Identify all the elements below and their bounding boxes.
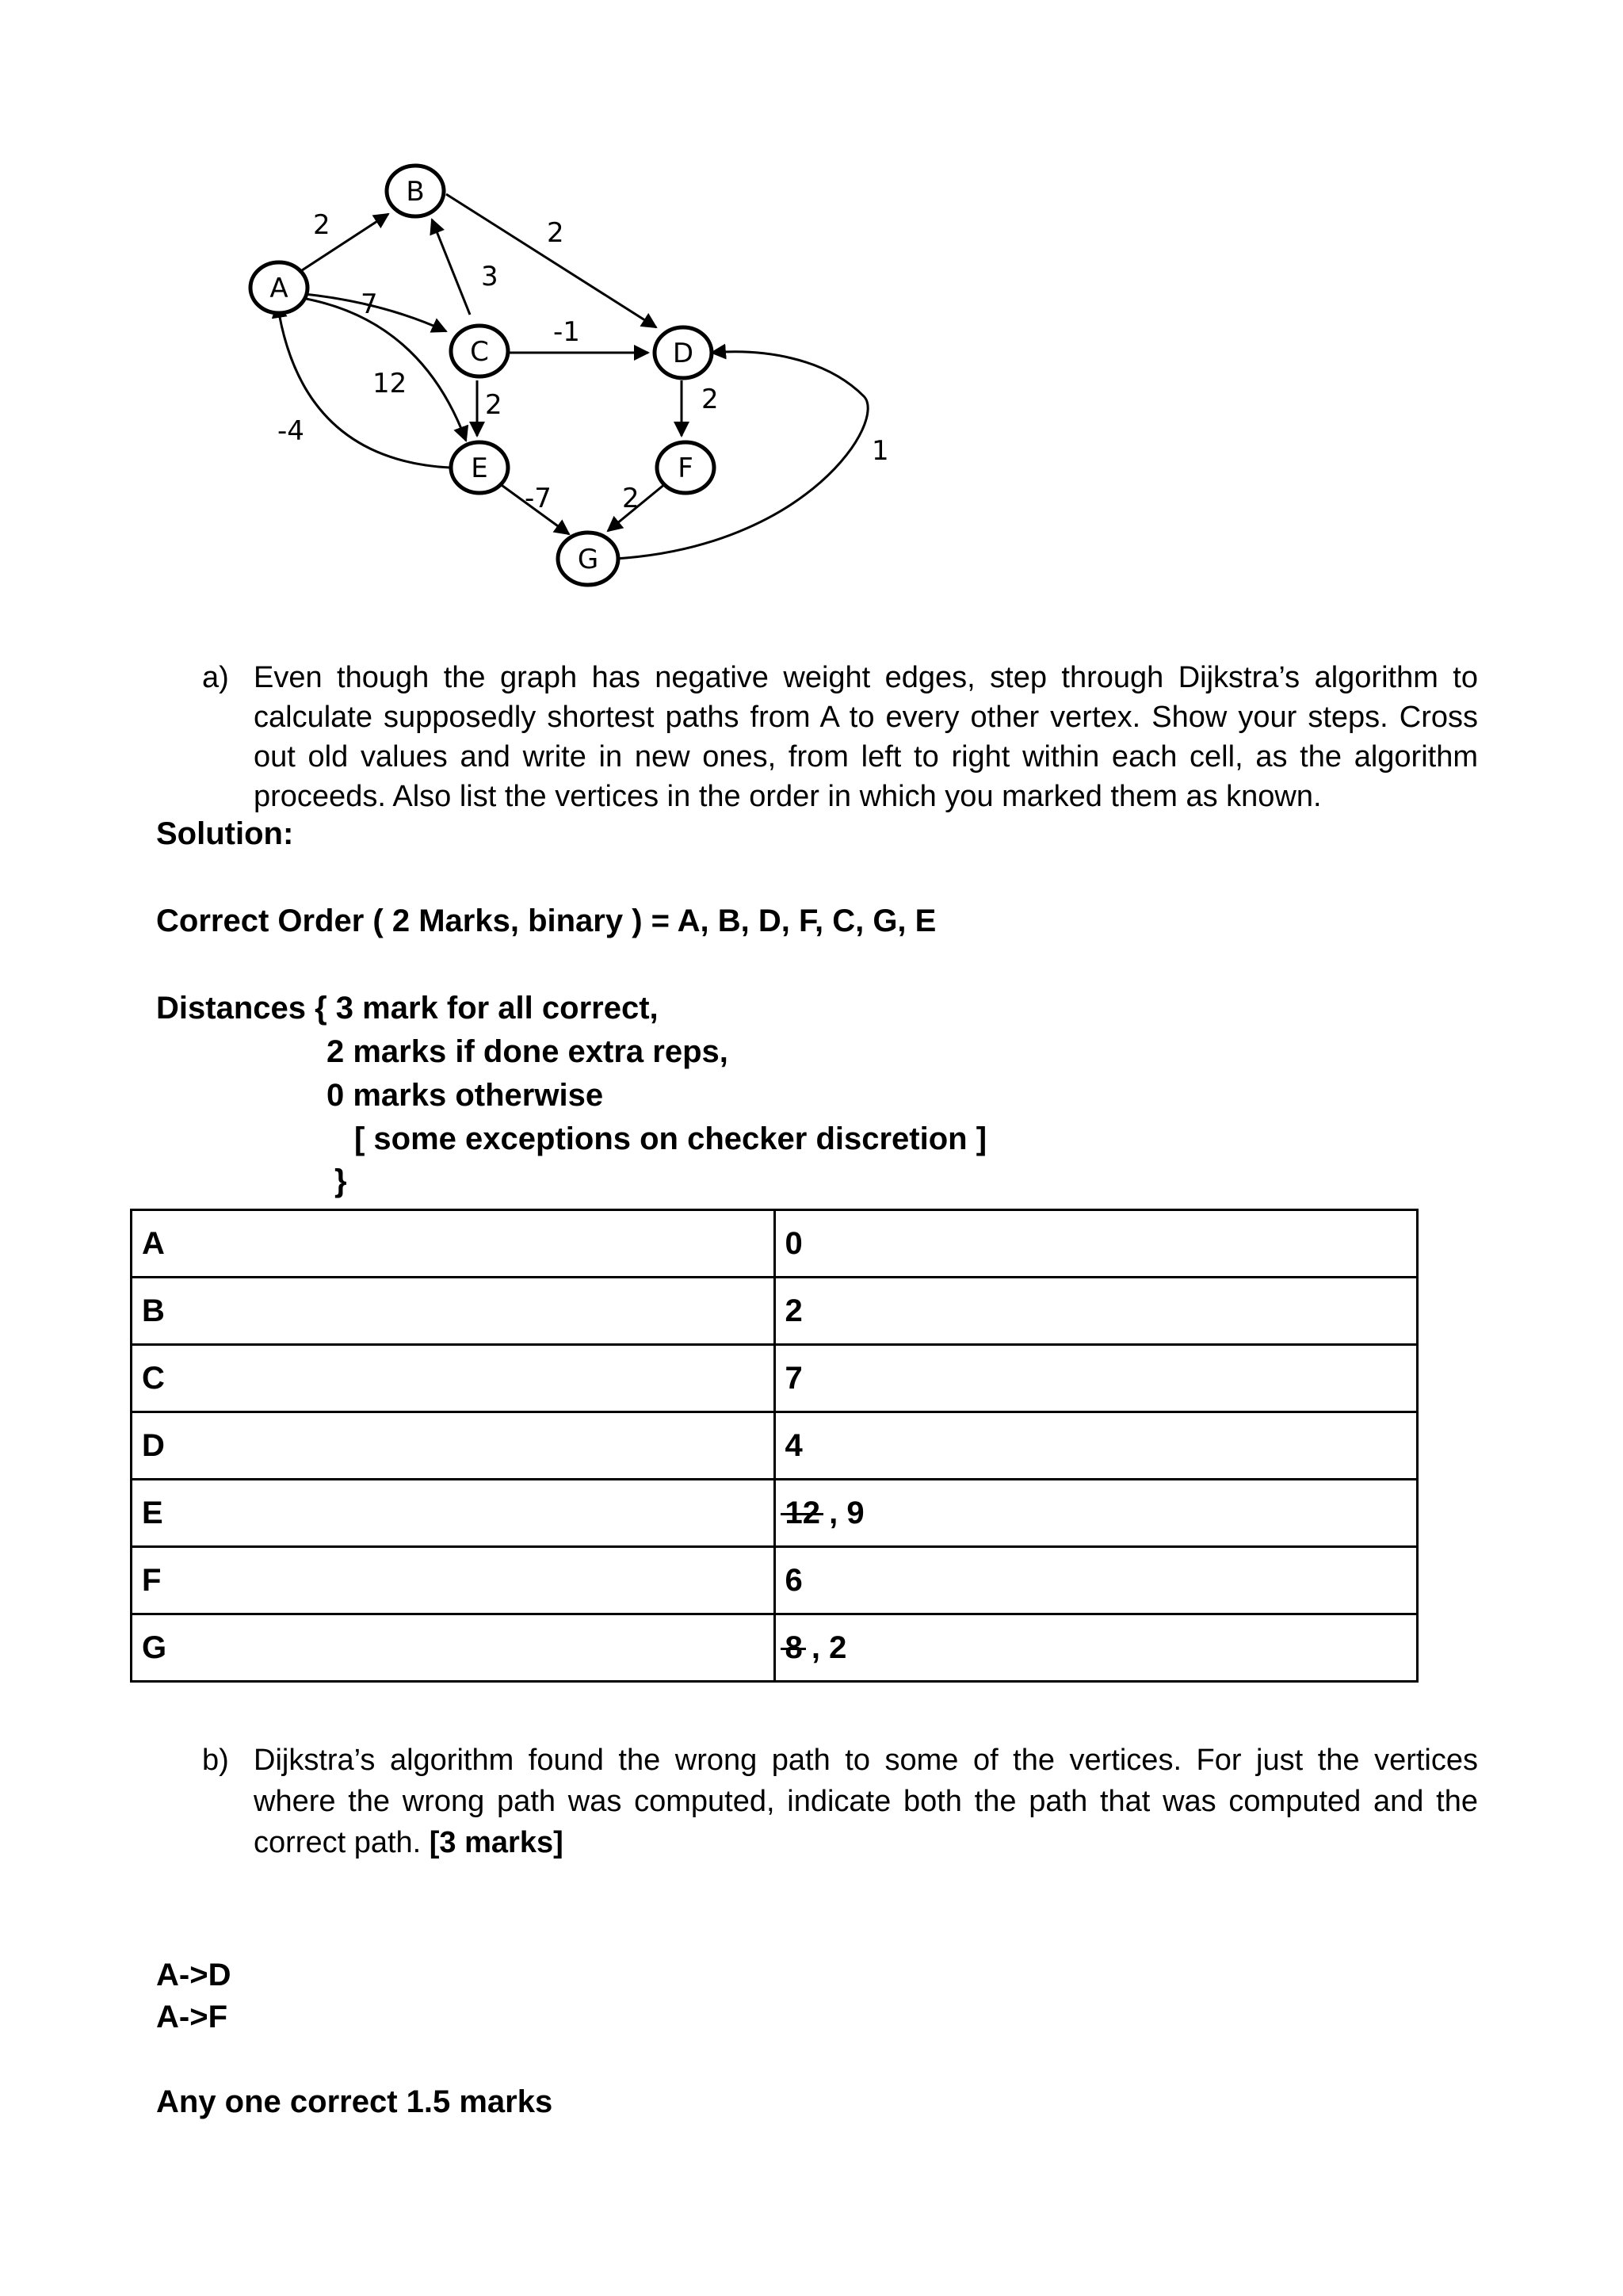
edge-a-b (297, 214, 388, 273)
table-row (132, 1210, 1418, 1278)
question-a (202, 658, 1478, 816)
question-b-text: Dijkstra’s algorithm found the wrong path to some of the vertices. For just the vertices where the wrong path was computed, indicate both the path that was computed and the correct path. (254, 1744, 1478, 1859)
distances-rubric-line: } (334, 1163, 347, 1198)
correct-order: Correct Order ( 2 Marks, binary ) = A, B, D, F, C, G, E (156, 904, 937, 938)
distance-cell: 12 , 9 (774, 1480, 1418, 1547)
edge-weight-label: 2 (313, 209, 330, 241)
node-label: B (406, 176, 425, 208)
vertex-cell: D (132, 1412, 775, 1480)
question-b-marks: [3 marks] (429, 1826, 563, 1859)
node-label: D (672, 338, 694, 369)
node-label: C (470, 336, 489, 368)
distance-cell: 8 , 2 (774, 1614, 1418, 1682)
distance-value: 6 (785, 1562, 803, 1598)
table-row (132, 1278, 1418, 1345)
vertex-cell: C (132, 1345, 775, 1412)
distance-value: 4 (785, 1427, 803, 1463)
node-e (451, 442, 508, 493)
answer-line: A->D (156, 1958, 231, 1992)
vertex-cell: E (132, 1480, 775, 1547)
distance-cell (774, 1412, 1418, 1480)
edge-b-d (446, 194, 656, 327)
table-row (132, 1480, 1418, 1547)
node-label: E (471, 453, 488, 484)
distance-cell (774, 1345, 1418, 1412)
table-row (132, 1345, 1418, 1412)
edge-weight-label: 2 (701, 384, 719, 415)
edge-weight-label: 2 (547, 217, 564, 249)
distance-cell (774, 1210, 1418, 1278)
distances-table (130, 1209, 1419, 1683)
distances-rubric-line: 0 marks otherwise (327, 1078, 604, 1113)
distance-cell (774, 1278, 1418, 1345)
edge-weight-label: 1 (872, 435, 889, 467)
node-c (451, 326, 508, 376)
question-b-label: b) (202, 1744, 229, 1777)
distance-value: 2 (785, 1293, 803, 1328)
distances-rubric-line: Distances { 3 mark for all correct, (156, 991, 659, 1026)
distance-value: 7 (785, 1360, 803, 1396)
distances-rubric-line: [ some exceptions on checker discretion ] (354, 1121, 987, 1156)
distance-value: 9 (846, 1495, 865, 1530)
edge-weight-label: -7 (525, 483, 552, 514)
edge-weight-label: 2 (622, 483, 640, 514)
node-d (655, 327, 712, 378)
question-a-label: a) (202, 661, 229, 694)
edge-g-d (615, 352, 868, 559)
question-b-body (254, 1740, 1478, 1863)
edge-weight-label: -1 (553, 316, 580, 348)
distances-rubric-line: 2 marks if done extra reps, (327, 1034, 728, 1069)
graph-figure (238, 159, 951, 602)
edge-weight-label: 12 (372, 368, 407, 399)
vertex-cell: G (132, 1614, 775, 1682)
node-a (250, 262, 307, 313)
edge-weight-label: -4 (277, 415, 304, 447)
vertex-cell: B (132, 1278, 775, 1345)
crossed-out-value: 12 (785, 1495, 820, 1530)
distance-value: 0 (785, 1225, 803, 1261)
question-b (202, 1740, 1478, 1863)
table-row (132, 1412, 1418, 1480)
edge-weight-label: 7 (361, 288, 378, 320)
marks-note: Any one correct 1.5 marks (156, 2084, 553, 2119)
table-row (132, 1547, 1418, 1614)
node-b (387, 166, 444, 216)
vertex-cell: A (132, 1210, 775, 1278)
node-label: A (269, 273, 288, 304)
node-label: G (577, 544, 599, 575)
node-f (657, 442, 714, 493)
solution-heading: Solution: (156, 816, 294, 851)
edge-weight-label: 2 (485, 389, 502, 421)
node-g (558, 533, 618, 585)
vertex-cell: F (132, 1547, 775, 1614)
distance-cell (774, 1547, 1418, 1614)
table-row (132, 1614, 1418, 1682)
edge-c-b (432, 220, 470, 315)
distance-value: 2 (829, 1629, 847, 1665)
edge-weight-label: 3 (481, 261, 498, 292)
answer-line: A->F (156, 2000, 227, 2034)
crossed-out-value: 8 (785, 1629, 803, 1665)
node-label: F (678, 453, 693, 484)
question-a-text: Even though the graph has negative weight edges, step through Dijkstra’s algorithm to calculate supposedly shortest paths from A to every other vertex. Show your steps. Cross out old values and write in new ones, from left to right within each cell, as the algorithm proceeds. Also list the vertices in the order in which you marked them as known. (254, 661, 1478, 813)
